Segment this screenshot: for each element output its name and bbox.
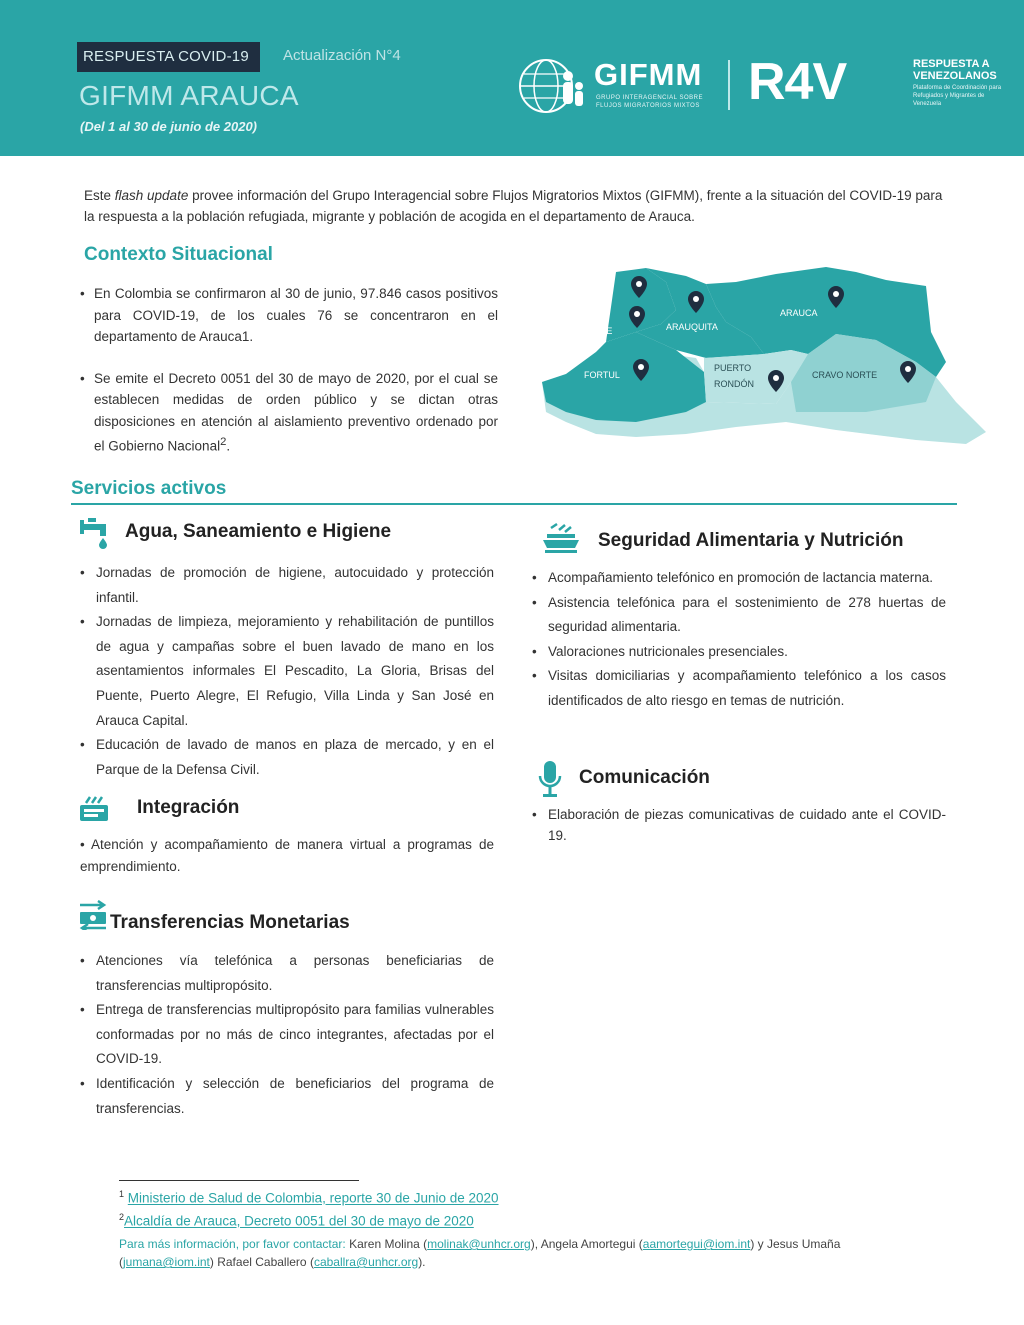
cash-transfer-heading: Transferencias Monetarias — [110, 912, 350, 933]
list-item: • Entrega de transferencias multipropósito para familias vulnerables conformadas por no más de cinco integrantes, afectadas por el COVID-19. — [80, 998, 494, 1072]
logo-divider — [728, 60, 730, 110]
date-range: (Del 1 al 30 de junio de 2020) — [80, 119, 258, 134]
list-item: • Educación de lavado de manos en plaza de mercado, y en el Parque de la Defensa Civil. — [80, 733, 494, 782]
gifmm-logo-text: GIFMM — [594, 57, 703, 92]
context-bullet-2-text: Se emite el Decreto 0051 del 30 de mayo de 2020, por el cual se establecen medidas de orden público y se dictan otras disposiciones en atención al aislamiento preventivo ordenado por el Gobierno Nacional — [94, 370, 498, 454]
contact-text: ), Angela Amortegui ( — [530, 1237, 643, 1251]
arauca-map — [536, 262, 988, 452]
services-heading: Servicios activos — [71, 478, 227, 499]
footnote-ref-2: 2 — [220, 436, 227, 448]
email-link[interactable]: aamortegui@iom.int — [642, 1237, 751, 1251]
services-divider — [71, 503, 957, 505]
map-label-fortul: FORTUL — [584, 370, 620, 380]
header-banner — [0, 0, 1024, 156]
intro-paragraph — [84, 185, 944, 227]
gifmm-subtitle: GRUPO INTERAGENCIAL SOBRE FLUJOS MIGRATORIOS MIXTOS — [596, 95, 703, 109]
r4v-logo-text: R4V — [748, 53, 847, 111]
footnote-1 — [119, 1189, 499, 1206]
water-tap-icon — [78, 516, 114, 550]
map-label-puerto: PUERTO — [714, 363, 752, 373]
context-bullet-2-end: . — [226, 438, 231, 454]
page-title: GIFMM ARAUCA — [79, 80, 299, 111]
email-link[interactable]: caballra@unhcr.org — [313, 1255, 419, 1269]
footnote-2-number: 2 — [119, 1212, 125, 1222]
email-link[interactable]: molinak@unhcr.org — [427, 1237, 531, 1251]
intro-post: provee información del Grupo Interagencial sobre Flujos Migratorios Mixtos (GIFMM), frente a la situación del COVID-19 para la respuesta a la población refugiada, migrante y población de acogida en el departamento de Arauca. — [84, 188, 943, 224]
map-label-saravena: SARAVENA — [556, 298, 605, 308]
footnote-2-link[interactable]: Alcaldía de Arauca, Decreto 0051 del 30 de mayo de 2020 — [124, 1213, 474, 1229]
intro-pre: Este — [84, 188, 115, 203]
microphone-icon — [538, 760, 562, 798]
list-item: • Jornadas de limpieza, mejoramiento y rehabilitación de puntillos de agua y campañas sobre el buen lavado de mano en los asentamientos informales El Pescadito, La Gloria, Brisas del Puente, Puerto Alegre, El Refugio, Villa Linda y San José en Arauca Capital. — [80, 610, 494, 733]
r4v-title: RESPUESTA A VENEZOLANOS — [913, 58, 997, 82]
map-label-arauca: ARAUCA — [780, 308, 818, 318]
wash-heading: Agua, Saneamiento e Higiene — [125, 521, 392, 542]
context-heading: Contexto Situacional — [84, 244, 273, 265]
list-item: • Elaboración de piezas comunicativas de cuidado ante el COVID-19. — [532, 804, 946, 846]
footnote-1-link[interactable]: Ministerio de Salud de Colombia, reporte 30 de Junio de 2020 — [127, 1190, 499, 1206]
cash-transfer-icon — [78, 900, 108, 930]
context-bullet-2 — [80, 368, 498, 458]
email-link[interactable]: jumana@iom.int — [123, 1255, 210, 1269]
footnote-divider — [119, 1180, 359, 1181]
intro-em: flash update — [114, 188, 189, 203]
list-item: • Visitas domiciliarias y acompañamiento telefónico a los casos identificados de alto riesgo en temas de nutrición. — [532, 664, 946, 713]
response-tag: RESPUESTA COVID-19 — [77, 42, 260, 72]
context-list — [80, 283, 498, 477]
contact-info — [119, 1235, 889, 1271]
map-label-cravo-norte: CRAVO NORTE — [812, 370, 878, 380]
update-number: Actualización N°4 — [283, 47, 401, 64]
context-bullet-1: • En Colombia se confirmaron al 30 de junio, 97.846 casos positivos para COVID-19, de los cuales 76 se concentraron en el departamento de Arauca1. — [80, 283, 498, 348]
contact-text: ). — [418, 1255, 426, 1269]
cash-transfer-list — [80, 949, 494, 1121]
contact-text: ) y Jesus Umaña ( — [119, 1237, 841, 1269]
food-security-list — [532, 566, 946, 714]
contact-text: ) Rafael Caballero ( — [209, 1255, 314, 1269]
list-item: • Valoraciones nutricionales presenciales. — [532, 640, 946, 665]
footnote-2 — [119, 1212, 474, 1229]
list-item: • Jornadas de promoción de higiene, autocuidado y protección infantil. — [80, 561, 494, 610]
wash-list — [80, 561, 494, 782]
list-item: • Identificación y selección de beneficiarios del programa de transferencias. — [80, 1072, 494, 1121]
food-security-heading: Seguridad Alimentaria y Nutrición — [598, 530, 904, 551]
map-label-rondon: RONDÓN — [714, 379, 754, 389]
integration-icon — [78, 793, 110, 823]
globe-people-icon — [516, 56, 588, 116]
integration-heading: Integración — [137, 797, 240, 818]
list-item: • Atenciones vía telefónica a personas beneficiarias de transferencias multipropósito. — [80, 949, 494, 998]
map-label-tame: TAME — [588, 326, 613, 336]
communication-list — [532, 804, 946, 846]
footnote-1-number: 1 — [119, 1189, 125, 1199]
list-item: • Acompañamiento telefónico en promoción de lactancia materna. — [532, 566, 946, 591]
contact-lead: Para más información, por favor contactar: — [119, 1237, 346, 1251]
r4v-subtitle: Plataforma de Coordinación para Refugiados y Migrantes de Venezuela — [913, 85, 1002, 107]
map-label-arauquita: ARAUQUITA — [666, 322, 718, 332]
list-item: • Asistencia telefónica para el sostenimiento de 278 huertas de seguridad alimentaria. — [532, 591, 946, 640]
communication-heading: Comunicación — [579, 767, 710, 788]
food-bowl-icon — [541, 522, 581, 554]
contact-text: Karen Molina ( — [345, 1237, 428, 1251]
integration-text: • Atención y acompañamiento de manera virtual a programas de emprendimiento. — [80, 837, 494, 874]
